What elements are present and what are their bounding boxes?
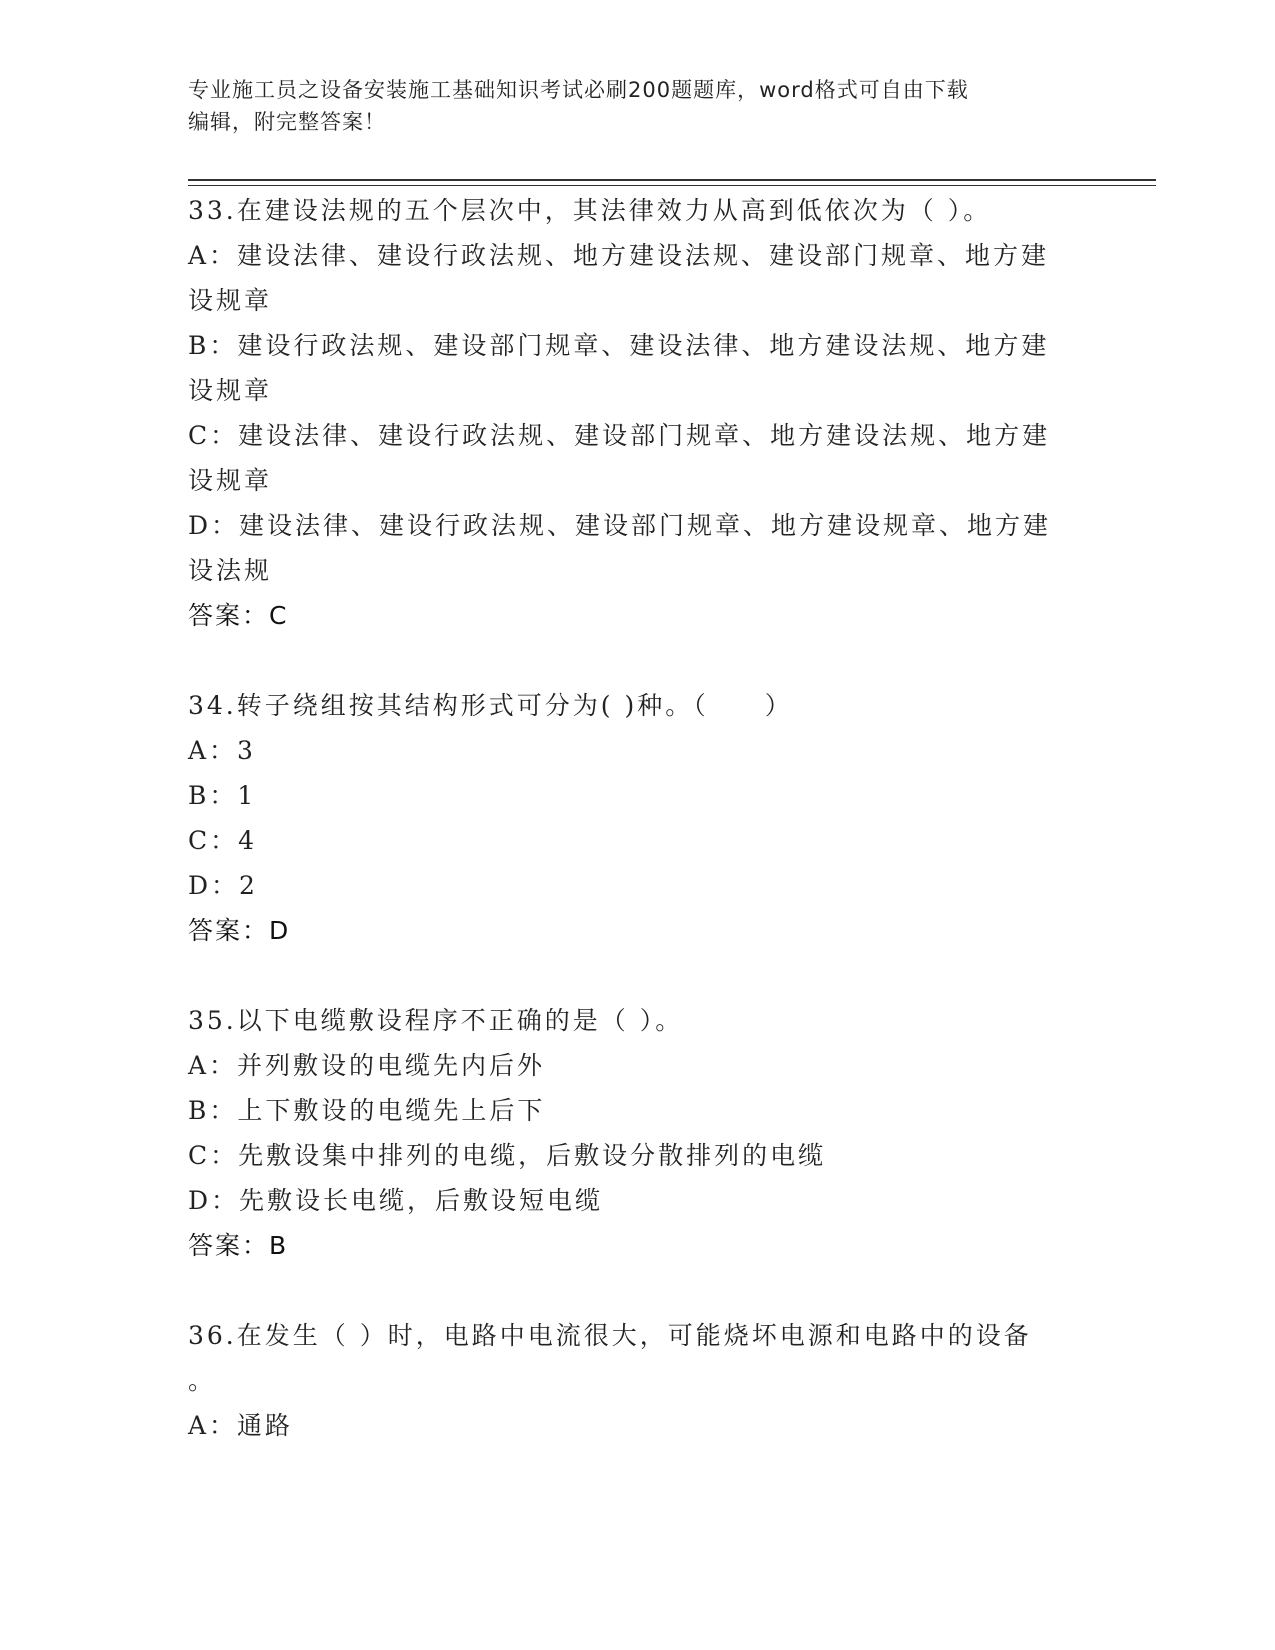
option-c: C：先敷设集中排列的电缆，后敷设分散排列的电缆 (188, 1141, 827, 1170)
option-c-line-2: 设规章 (188, 466, 273, 495)
question-stem-line-1: 36.在发生（ ）时，电路中电流很大，可能烧坏电源和电路中的设备 (188, 1321, 1032, 1350)
question-35 (188, 998, 1088, 1268)
option-a-line-1: A：建设法律、建设行政法规、地方建设法规、建设部门规章、地方建 (188, 241, 1050, 270)
question-36 (188, 1313, 1088, 1448)
header-divider-thick (188, 179, 1156, 181)
answer-label: 答案：C (188, 601, 289, 630)
option-d-line-2: 设法规 (188, 556, 273, 585)
spacer (188, 1268, 1088, 1313)
option-a: A：并列敷设的电缆先内后外 (188, 1051, 546, 1080)
question-list (188, 188, 1088, 1448)
option-d: D：2 (188, 871, 258, 900)
answer-label: 答案：D (188, 916, 291, 945)
question-stem: 33.在建设法规的五个层次中，其法律效力从高到低依次为（ ）。 (188, 196, 992, 225)
answer-label: 答案：B (188, 1231, 289, 1260)
option-b: B：1 (188, 781, 257, 810)
header-line-1: 专业施工员之设备安装施工基础知识考试必刷200题题库，word格式可自由下载 (188, 78, 969, 102)
option-c-line-1: C：建设法律、建设行政法规、建设部门规章、地方建设法规、地方建 (188, 421, 1051, 450)
document-header (188, 74, 1088, 138)
option-a: A：3 (188, 736, 256, 765)
option-b-line-2: 设规章 (188, 376, 273, 405)
option-a: A：通路 (188, 1411, 294, 1440)
question-stem: 35.以下电缆敷设程序不正确的是（ ）。 (188, 1006, 684, 1035)
spacer (188, 638, 1088, 683)
option-d: D：先敷设长电缆，后敷设短电缆 (188, 1186, 604, 1215)
option-d-line-1: D：建设法律、建设行政法规、建设部门规章、地方建设规章、地方建 (188, 511, 1052, 540)
option-a-line-2: 设规章 (188, 286, 273, 315)
option-b: B：上下敷设的电缆先上后下 (188, 1096, 546, 1125)
question-stem: 34.转子绕组按其结构形式可分为( )种。（ ） (188, 691, 793, 720)
question-stem-line-2: 。 (188, 1366, 217, 1395)
header-divider-thin (188, 185, 1156, 186)
option-c: C：4 (188, 826, 258, 855)
option-b-line-1: B：建设行政法规、建设部门规章、建设法律、地方建设法规、地方建 (188, 331, 1050, 360)
question-33 (188, 188, 1088, 638)
question-34 (188, 683, 1088, 953)
spacer (188, 953, 1088, 998)
header-line-2: 编辑，附完整答案！ (188, 110, 386, 134)
